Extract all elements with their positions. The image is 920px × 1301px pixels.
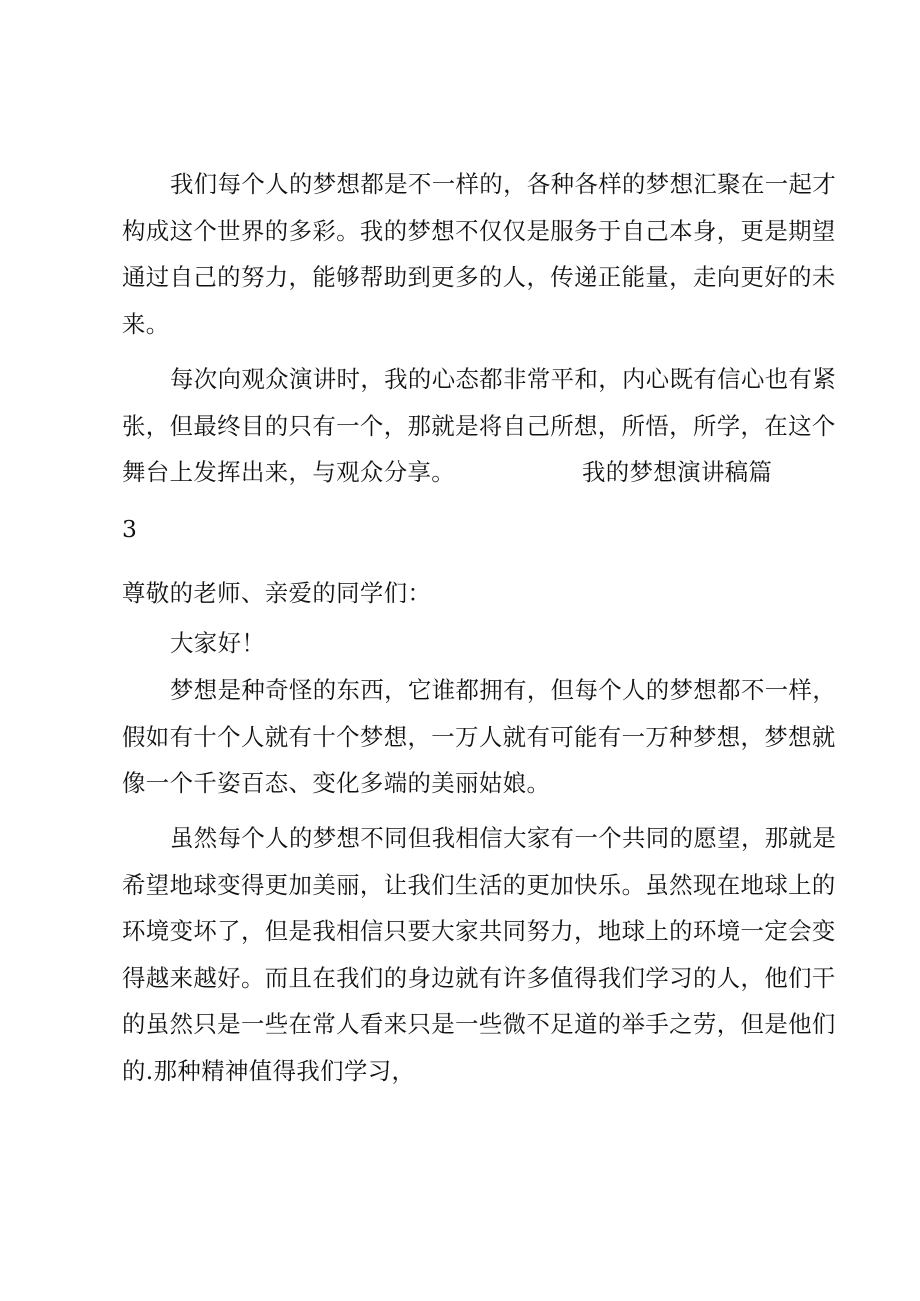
section-heading: 我的梦想演讲稿篇 — [582, 458, 773, 486]
greeting — [122, 620, 822, 667]
text-line: 梦想是种奇怪的东西，它谁都拥有，但每个人的梦想都不一样， — [170, 676, 837, 704]
section-number — [122, 506, 822, 553]
text-line: 的虽然只是一些在常人看来只是一些微不足道的举手之劳，但是他们 — [122, 1010, 836, 1038]
text-line: 我们每个人的梦想都是不一样的，各种各样的梦想汇聚在一起才 — [170, 170, 837, 198]
salutation — [122, 570, 822, 617]
text-line: 环境变坏了，但是我相信只要大家共同努力，地球上的环境一定会变 — [122, 917, 836, 945]
paragraph-dream-diversity — [122, 161, 837, 347]
text-line: 通过自己的努力，能够帮助到更多的人，传递正能量，走向更好的未 — [122, 263, 836, 291]
text-line: 希望地球变得更加美丽，让我们生活的更加快乐。虽然现在地球上的 — [122, 870, 836, 899]
section-number-text: 3 — [122, 515, 138, 543]
text-line: 张，但最终目的只有一个，那就是将自己所想，所悟，所学，在这个 — [122, 411, 836, 440]
text-line: 假如有十个人就有十个梦想，一万人就有可能有一万种梦想，梦想就 — [122, 722, 836, 751]
salutation-text: 尊敬的老师、亲爱的同学们： — [122, 579, 432, 607]
text-line: 的.那种精神值得我们学习， — [122, 1056, 416, 1085]
text-line: 每次向观众演讲时，我的心态都非常平和，内心既有信心也有紧 — [170, 365, 837, 393]
text-line: 虽然每个人的梦想不同但我相信大家有一个共同的愿望，那就是 — [170, 824, 837, 852]
greeting-text: 大家好！ — [170, 629, 266, 657]
text-line: 得越来越好。而且在我们的身边就有许多值得我们学习的人，他们干 — [122, 963, 836, 992]
text-line: 舞台上发挥出来，与观众分享。 — [122, 458, 456, 486]
text-line: 来。 — [122, 309, 170, 338]
paragraph-shared-wish — [122, 815, 837, 1094]
text-line: 构成这个世界的多彩。我的梦想不仅仅是服务于自己本身，更是期望 — [122, 216, 836, 245]
paragraph-dream-nature — [122, 667, 837, 807]
text-line: 像一个千姿百态、变化多端的美丽姑娘。 — [122, 769, 551, 797]
